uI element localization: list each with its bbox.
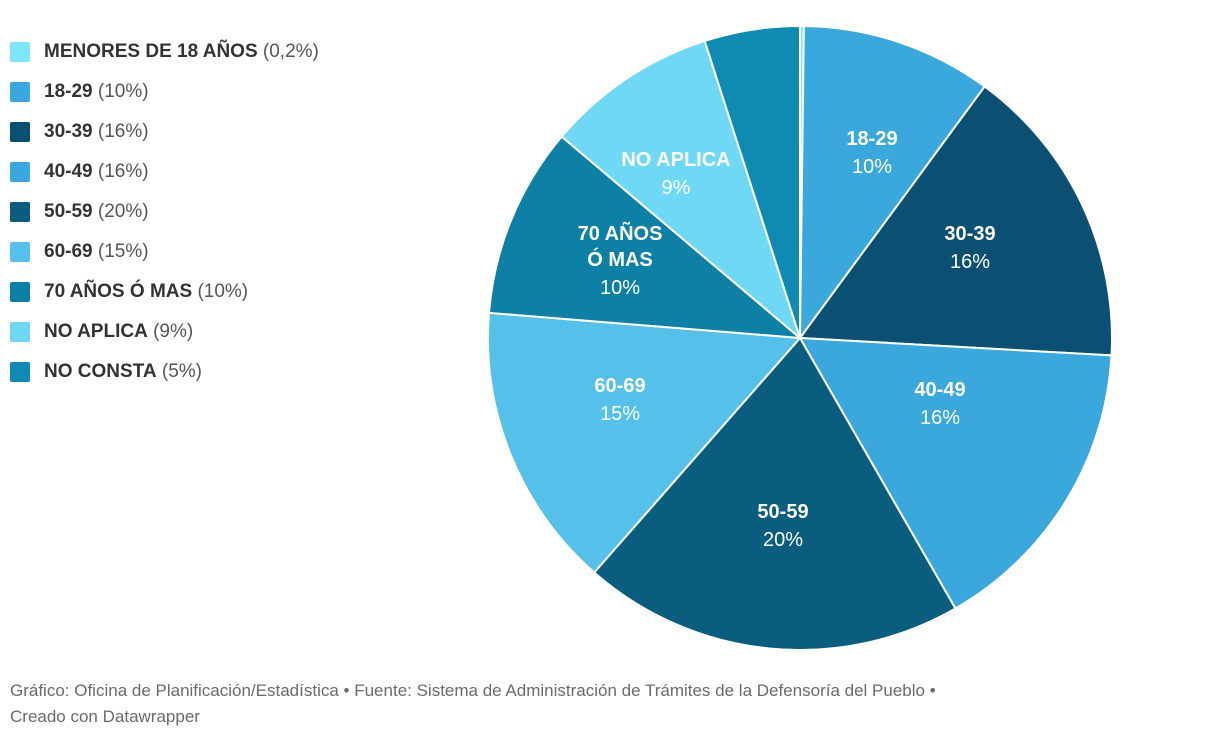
legend-swatch-70-anos-o-mas [10,282,30,302]
legend-label: 30-39 (16%) [44,121,149,142]
chart-legend [10,32,440,392]
pie-svg [480,18,1120,658]
legend-swatch-menores-de-18-anos [10,42,30,62]
legend-label: MENORES DE 18 AÑOS (0,2%) [44,41,319,62]
legend-label: 70 AÑOS Ó MAS (10%) [44,281,249,302]
slice-label: 70 AÑOS Ó MAS 10% [577,223,663,299]
legend-label: 40-49 (16%) [44,161,149,182]
slice-label: 18-29 10% [846,128,898,178]
chart-footer [10,678,1210,730]
slice-label: 50-59 20% [757,501,809,551]
legend-label: NO APLICA (9%) [44,321,194,342]
legend-label: 18-29 (10%) [44,81,149,102]
legend-item[interactable] [10,272,440,312]
legend-item[interactable] [10,32,440,72]
legend-item[interactable] [10,192,440,232]
legend-label: 50-59 (20%) [44,201,149,222]
pie-chart [480,18,1120,658]
legend-item[interactable] [10,152,440,192]
legend-item[interactable] [10,72,440,112]
slice-label: 40-49 16% [914,379,966,429]
legend-swatch-no-consta [10,362,30,382]
legend-swatch-50-59 [10,202,30,222]
footer-line-2: Creado con Datawrapper [10,707,200,726]
legend-item[interactable] [10,232,440,272]
legend-swatch-40-49 [10,162,30,182]
legend-item[interactable] [10,352,440,392]
legend-item[interactable] [10,112,440,152]
legend-swatch-30-39 [10,122,30,142]
legend-label: 60-69 (15%) [44,241,149,262]
legend-swatch-no-aplica [10,322,30,342]
slice-label: 30-39 16% [944,223,996,273]
legend-item[interactable] [10,312,440,352]
legend-swatch-18-29 [10,82,30,102]
slice-label: NO APLICA 9% [621,149,731,199]
legend-swatch-60-69 [10,242,30,262]
legend-label: NO CONSTA (5%) [44,361,202,382]
footer-line-1: Gráfico: Oficina de Planificación/Estadística • Fuente: Sistema de Administración de Trámites de la Defensoría del Pueblo • [10,681,936,700]
slice-label: 60-69 15% [594,375,646,425]
